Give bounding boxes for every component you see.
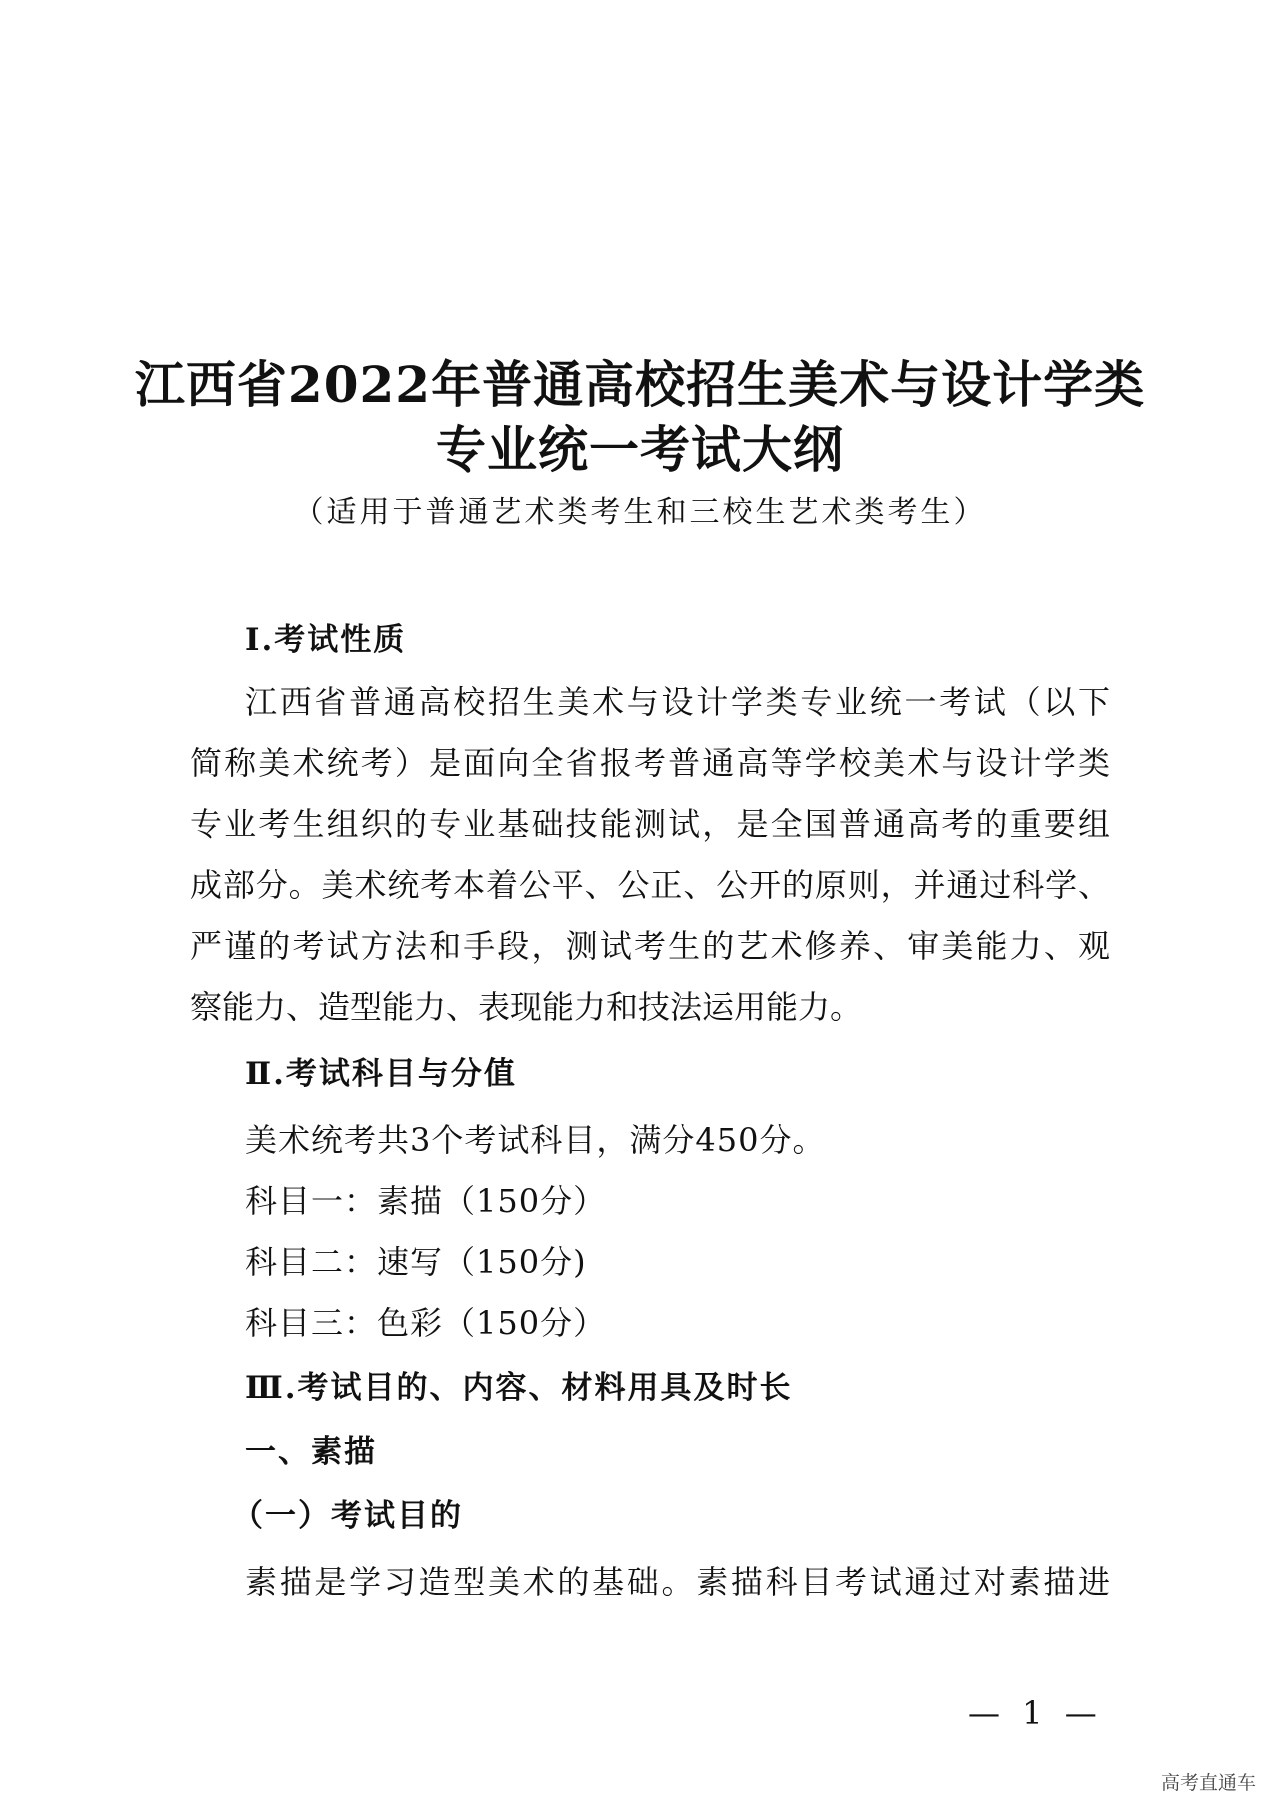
paragraph-line: 专业考生组织的专业基础技能测试，是全国普通高考的重要组 <box>190 805 1110 843</box>
section-heading-exam-nature: Ⅰ.考试性质 <box>245 622 407 658</box>
subject-line-quick-sketch: 科目二：速写（150分) <box>245 1243 587 1281</box>
paragraph-line: 素描是学习造型美术的基础。素描科目考试通过对素描进 <box>245 1563 1110 1601</box>
page-number: — 1 — <box>968 1694 1103 1732</box>
document-title-line-2: 专业统一考试大纲 <box>436 420 844 479</box>
paragraph-line: 江西省普通高校招生美术与设计学类专业统一考试（以下 <box>245 683 1110 721</box>
section-heading-subjects-scores: Ⅱ.考试科目与分值 <box>245 1056 517 1092</box>
paragraph-line: 美术统考共3个考试科目，满分450分。 <box>245 1121 826 1159</box>
subsection-heading-exam-purpose: （一）考试目的 <box>232 1498 463 1534</box>
paragraph-line: 察能力、造型能力、表现能力和技法运用能力。 <box>190 988 863 1026</box>
paragraph-line: 严谨的考试方法和手段，测试考生的艺术修养、审美能力、观 <box>190 927 1110 965</box>
paragraph-line: 成部分。美术统考本着公平、公正、公开的原则，并通过科学、 <box>190 866 1110 904</box>
subject-line-color: 科目三：色彩（150分） <box>245 1304 607 1342</box>
subsection-heading-sketch: 一、素描 <box>245 1434 377 1470</box>
section-heading-purpose-content: Ⅲ.考试目的、内容、材料用具及时长 <box>245 1370 793 1406</box>
document-subtitle: （适用于普通艺术类考生和三校生艺术类考生） <box>293 495 987 530</box>
watermark: 高考直通车 <box>1159 1768 1258 1798</box>
paragraph-line: 简称美术统考）是面向全省报考普通高等学校美术与设计学类 <box>190 744 1110 782</box>
subject-line-sketch: 科目一：素描（150分） <box>245 1182 607 1220</box>
document-title-line-1: 江西省2022年普通高校招生美术与设计学类 <box>134 355 1146 414</box>
